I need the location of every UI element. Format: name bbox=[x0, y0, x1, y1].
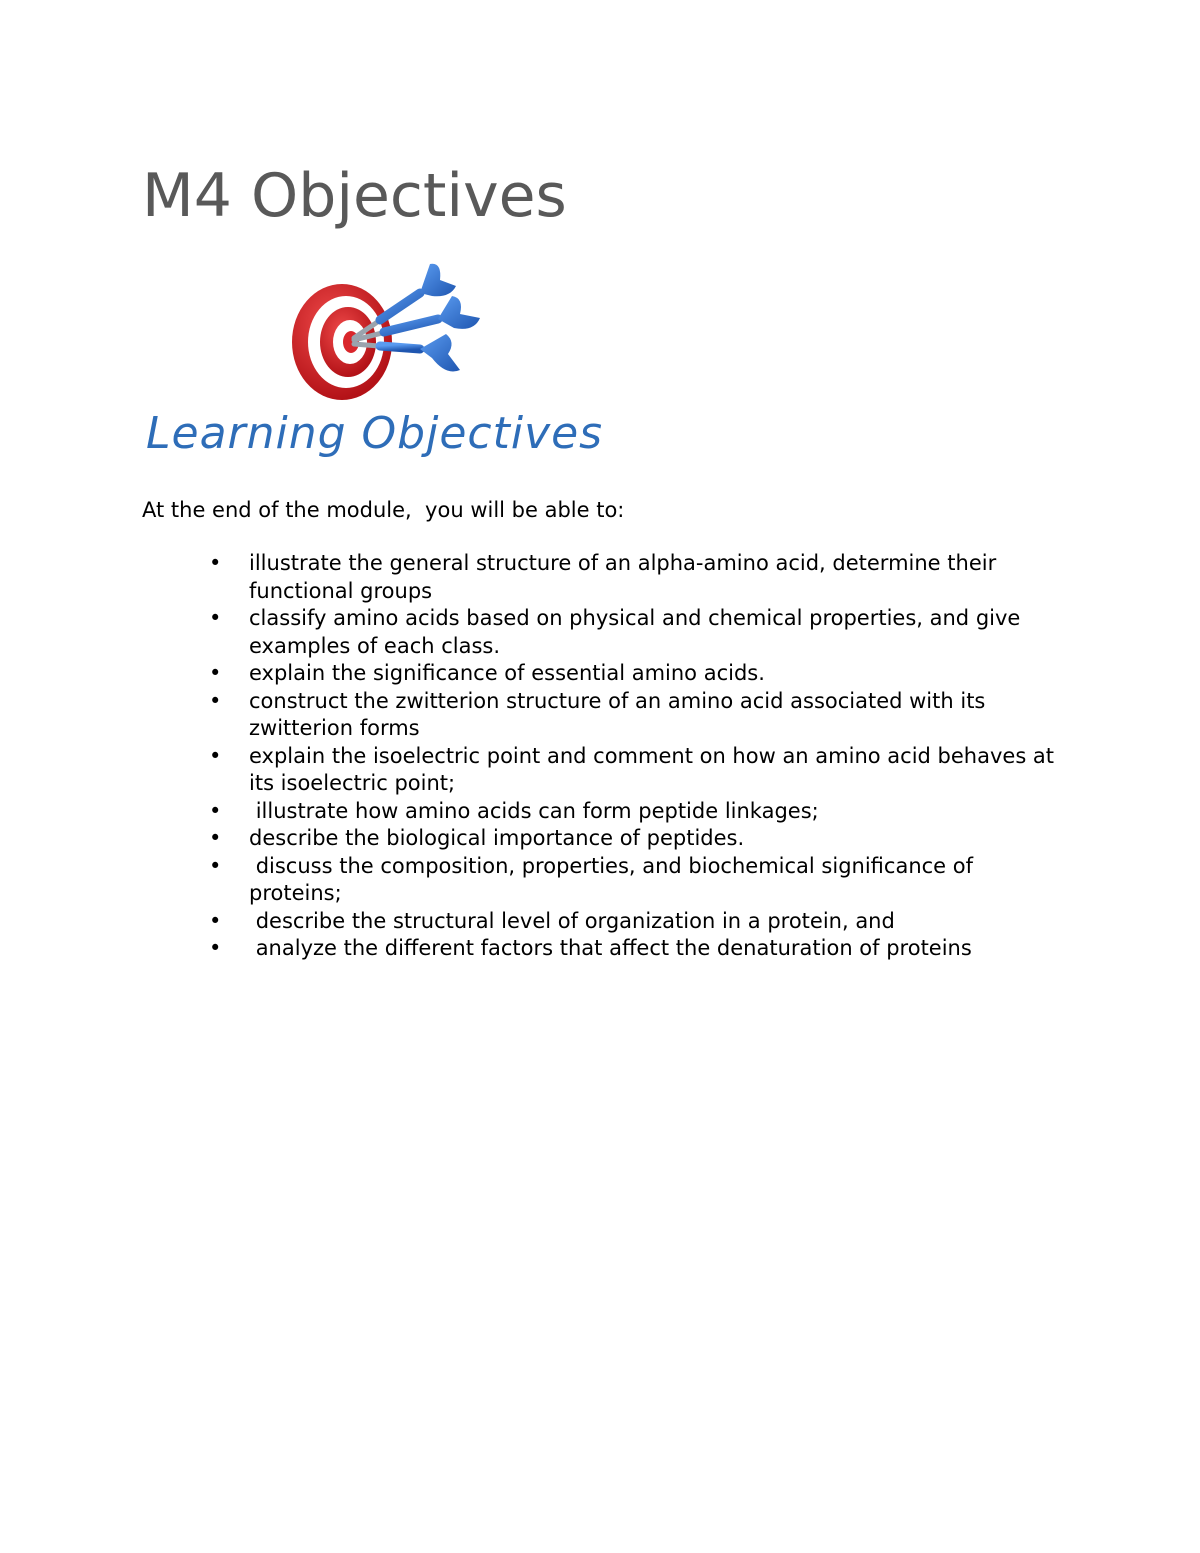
bullet-icon: • bbox=[209, 743, 222, 768]
bullet-icon: • bbox=[209, 551, 222, 575]
objective-text: describe the biological importance of peptides. bbox=[249, 826, 745, 850]
list-item bbox=[209, 660, 1069, 688]
bullet-icon: • bbox=[209, 936, 222, 960]
intro-text: At the end of the module, you will be able to: bbox=[142, 498, 625, 522]
list-item bbox=[209, 550, 1069, 605]
objective-text: classify amino acids based on physical and chemical properties, and give examples of each class. bbox=[249, 606, 1028, 658]
learning-objectives-banner bbox=[140, 258, 620, 478]
list-item bbox=[209, 605, 1069, 660]
bullet-icon: • bbox=[209, 688, 222, 713]
list-item bbox=[209, 825, 1069, 853]
list-item bbox=[209, 935, 1069, 963]
bullet-icon: • bbox=[209, 826, 222, 850]
objective-text: illustrate the general structure of an alpha-amino acid, determine their functional groups bbox=[249, 551, 1003, 603]
bullet-icon: • bbox=[209, 606, 222, 630]
list-item bbox=[209, 743, 1069, 798]
objective-text: construct the zwitterion structure of an amino acid associated with its zwitterion forms bbox=[249, 688, 993, 740]
bullet-icon: • bbox=[209, 798, 222, 823]
banner-heading: Learning Objectives bbox=[146, 408, 604, 459]
list-item bbox=[209, 688, 1069, 743]
bullet-icon: • bbox=[209, 853, 222, 878]
objective-text: describe the structural level of organization in a protein, and bbox=[249, 908, 895, 933]
objectives-list bbox=[209, 550, 1069, 963]
page-title: M4 Objectives bbox=[142, 161, 567, 231]
target-with-darts-icon bbox=[280, 258, 620, 408]
list-item bbox=[209, 798, 1069, 826]
objective-text: explain the isoelectric point and comment on how an amino acid behaves at its isoelectric point; bbox=[249, 743, 1061, 795]
bullet-icon: • bbox=[209, 661, 222, 685]
objective-text: analyze the different factors that affect the denaturation of proteins bbox=[249, 936, 972, 960]
objective-text: discuss the composition, properties, and biochemical significance of proteins; bbox=[249, 853, 980, 905]
bullet-icon: • bbox=[209, 908, 222, 933]
objective-text: illustrate how amino acids can form peptide linkages; bbox=[249, 798, 819, 823]
list-item bbox=[209, 853, 1069, 908]
list-item bbox=[209, 908, 1069, 936]
objective-text: explain the significance of essential amino acids. bbox=[249, 661, 765, 685]
